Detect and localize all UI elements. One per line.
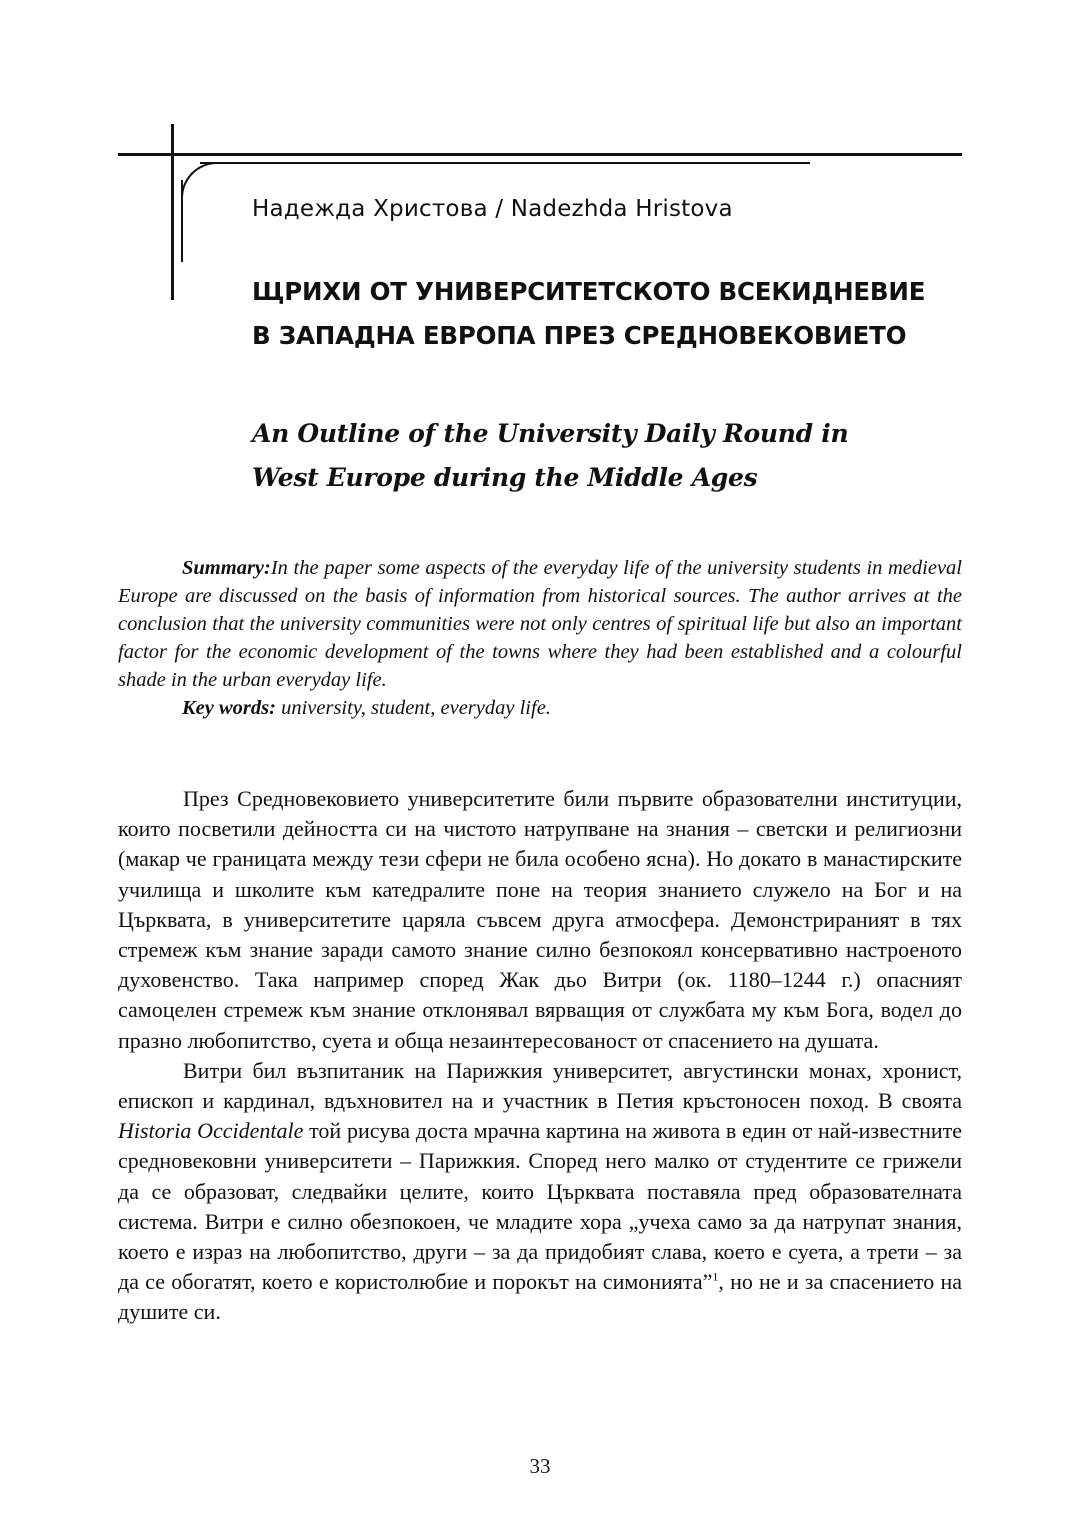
title-bulgarian xyxy=(252,270,972,358)
header-rule-horizontal xyxy=(118,153,962,156)
summary-text: In the paper some aspects of the everyday life of the university students in medieval Europe are discussed on the basis of information from historical sources. The author arrives at the conclusion that the university communities were not only centres of spiritual life but also an important factor for the economic development of the towns where they had been established and a colourful shade in the urban everyday life. xyxy=(118,557,962,691)
keywords-paragraph xyxy=(118,694,962,722)
body-paragraph-2-end: , но не и за спасението на душите си. xyxy=(118,1269,962,1325)
body-paragraph-2 xyxy=(118,1056,962,1328)
summary-paragraph xyxy=(118,554,962,694)
body-paragraph-2-start: Витри бил възпитаник на Парижкия университет, августински монах, хронист, епископ и кардинал, вдъхновител на и участник в Петия кръстоносен поход. В своята xyxy=(118,1057,962,1114)
body-text xyxy=(118,784,962,1328)
footnote-marker[interactable]: 1 xyxy=(712,1269,719,1284)
work-title: Historia Occidentale xyxy=(118,1118,304,1144)
keywords-text: university, student, everyday life. xyxy=(275,697,551,719)
keywords-label: Key words: xyxy=(182,697,276,719)
title-english xyxy=(252,412,972,500)
header-rule-vertical xyxy=(171,124,174,300)
header-rule-corner xyxy=(181,162,217,198)
title-english-line-2: West Europe during the Middle Ages xyxy=(252,463,758,492)
body-paragraph-2-middle: той рисува доста мрачна картина на живота в един от най-известните средновековни университети – Парижкия. Според него малко от студентите се грижели да се образоват, следвайки целите, които Църквата поставяла пред образователната система. Витри е силно обезпокоен, че младите хора „учеха само за да натрупат знания, което е израз на любопитство, други – за да придобият слава, което е суета, а трети – за да се обогатят, което е користолюбие и порокът на симонията” xyxy=(118,1118,962,1295)
title-bulgarian-line-2: В ЗАПАДНА ЕВРОПА ПРЕЗ СРЕДНОВЕКОВИЕТО xyxy=(252,321,907,350)
header-rule-horizontal-inner xyxy=(200,162,810,164)
page-number: 33 xyxy=(529,1454,551,1478)
title-bulgarian-line-1: ЩРИХИ ОТ УНИВЕРСИТЕТСКОТО ВСЕКИДНЕВИЕ xyxy=(252,277,926,306)
summary-label: Summary: xyxy=(182,557,271,579)
author-name: Надежда Христова / Nadezhda Hristova xyxy=(252,196,733,222)
abstract xyxy=(118,554,962,722)
title-english-line-1: An Outline of the University Daily Round in xyxy=(252,419,849,448)
body-paragraph-1: През Средновековието университетите били първите образователни институции, които посветили дейността си на чистото натрупване на знания – светски и религиозни (макар че границата между тези сфери не била особено ясна). Но докато в манастирските училища и школите към катедралите поне на теория знанието служело на Бог и на Църквата, в университетите царяла съвсем друга атмосфера. Демонстрираният в тях стремеж към знание заради самото знание силно безпокоял консервативно настроеното духовенство. Така например според Жак дьо Витри (ок. 1180–1244 г.) опасният самоцелен стремеж към знание отклонявал вярващия от службата му към Бога, водел до празно любопитство, суета и обща незаинтересованост от спасението на душата. xyxy=(118,786,962,1053)
